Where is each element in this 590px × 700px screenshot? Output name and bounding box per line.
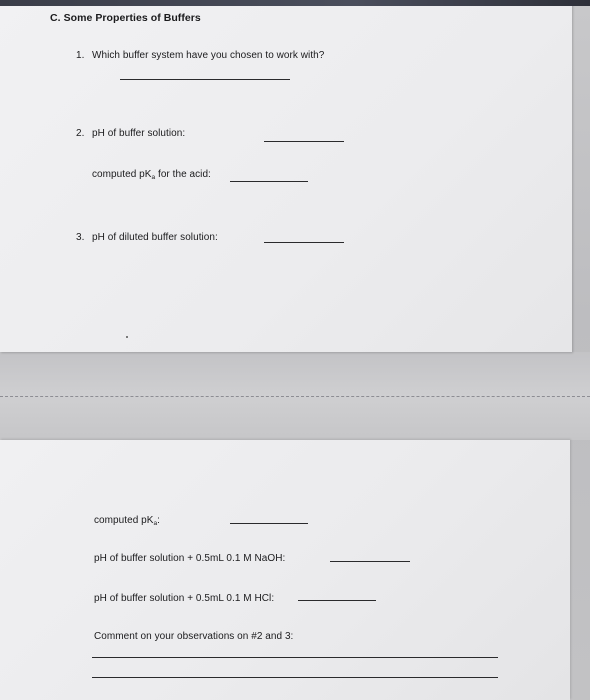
- q2-pka-answer-line[interactable]: [230, 181, 308, 182]
- q1-number: 1.: [76, 50, 85, 61]
- p2-pka-label: [94, 515, 160, 530]
- worksheet-page-top: [0, 0, 572, 352]
- p2-hcl-label: pH of buffer solution + 0.5mL 0.1 M HCl:: [94, 593, 275, 604]
- q1-text: Which buffer system have you chosen to work with?: [92, 50, 325, 61]
- q2-pka-prefix: computed pK: [92, 169, 152, 180]
- paper-speck: [126, 336, 128, 338]
- p2-naoh-answer-line[interactable]: [330, 561, 410, 562]
- p2-comment-line-1[interactable]: [92, 657, 498, 658]
- q3-answer-line[interactable]: [264, 242, 344, 243]
- p2-comment-label: Comment on your observations on #2 and 3:: [94, 631, 294, 642]
- q2-text: pH of buffer solution:: [92, 128, 186, 139]
- q3-number: 3.: [76, 232, 85, 243]
- p2-pka-suffix: :: [157, 515, 160, 526]
- p2-pka-subscript: a: [153, 520, 158, 527]
- p2-pka-prefix: computed pK: [94, 515, 154, 526]
- q3-text: pH of diluted buffer solution:: [92, 232, 218, 243]
- photo-top-edge: [0, 0, 590, 6]
- q2-pka-suffix: for the acid:: [155, 169, 211, 180]
- worksheet-page-bottom: [0, 440, 570, 700]
- page-break-divider: [0, 396, 590, 397]
- q2-pka-label: [92, 169, 211, 184]
- section-title: C. Some Properties of Buffers: [50, 12, 201, 24]
- p2-naoh-label: pH of buffer solution + 0.5mL 0.1 M NaOH:: [94, 553, 286, 564]
- q1-answer-line[interactable]: [120, 79, 290, 80]
- p2-comment-line-2[interactable]: [92, 677, 498, 678]
- p2-hcl-answer-line[interactable]: [298, 600, 376, 601]
- q2-ph-answer-line[interactable]: [264, 141, 344, 142]
- q2-pka-subscript: a: [151, 174, 156, 181]
- q2-number: 2.: [76, 128, 85, 139]
- p2-pka-answer-line[interactable]: [230, 523, 308, 524]
